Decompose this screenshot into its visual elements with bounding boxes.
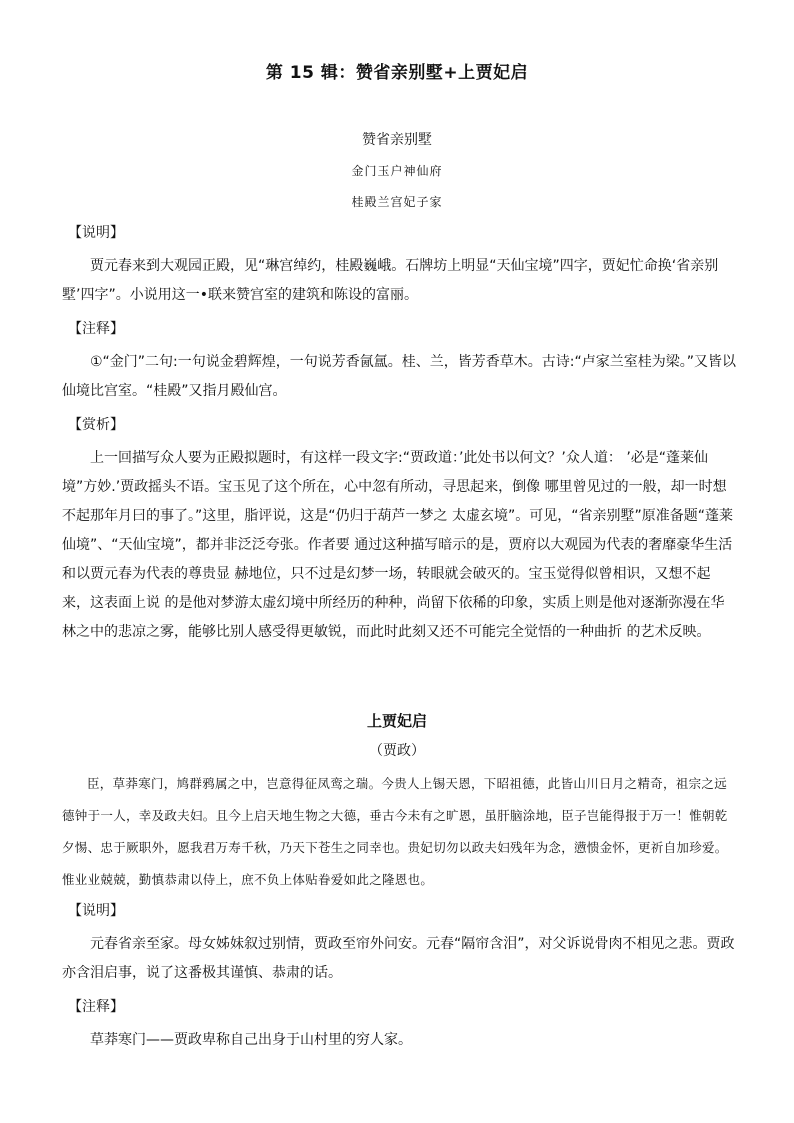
section2-author: （贾政） bbox=[369, 743, 425, 759]
section1-explain-text: 贾元春来到大观园正殿，见“琳宫绰约，桂殿巍峨。石牌坊上明显“天仙宝境”四字，贾妃忙命换‘省亲别墅’四字”。小说用这一•联来赞宫室的建筑和陈设的富丽。 bbox=[62, 258, 719, 303]
document-title: 第 15 辑：赞省亲别墅+上贾妃启 bbox=[265, 63, 529, 83]
section1-heading: 赞省亲别墅 bbox=[362, 132, 432, 148]
poem-line-2: 桂殿兰宫妃子家 bbox=[351, 195, 443, 209]
section2-explain-label: 【说明】 bbox=[68, 903, 124, 919]
poem-line-1: 金门玉户神仙府 bbox=[351, 164, 443, 178]
section1-note-label: 【注释】 bbox=[68, 321, 124, 337]
section2-note-text: 草莽寒门——贾政卑称自己出身于山村里的穷人家。 bbox=[90, 1032, 412, 1048]
section2-letter-text: 臣，草莽寒门，鸠群鸦属之中，岂意得征凤鸾之瑞。今贵人上锡天恩，下昭祖德，此皆山川日月之精奇，祖宗之远德钟于一人，幸及政夫妇。且今上启天地生物之大德，垂古今未有之旷恩，虽肝脑涂地，臣子岂能得报于万一！惟朝乾夕惕、忠于厥职外，愿我君万寿千秋，乃天下苍生之同幸也。贵妃切勿以政夫妇残年为念，懑愦金怀，更祈自加珍爱。惟业业兢兢，勤慎恭肃以侍上，庶不负上体贴眷爱如此之隆恩也。 bbox=[62, 776, 728, 887]
section1-note-text: ①“金门”二句:一句说金碧辉煌，一句说芳香氤氲。桂、兰，皆芳香草木。古诗:“卢家兰室桂为梁。”又皆以仙境比宫室。“桂殿”又指月殿仙宫。 bbox=[62, 354, 736, 399]
section2-heading: 上贾妃启 bbox=[366, 712, 427, 730]
section2-explain-text: 元春省亲至家。母女姊妹叙过别情，贾政至帘外问安。元春“隔帘含泪”，对父诉说骨肉不相见之悲。贾政亦含泪启事，说了这番极其谨慎、恭肃的话。 bbox=[62, 936, 735, 981]
section1-appreciate-label: 【赏析】 bbox=[68, 417, 124, 433]
section1-appreciate-text: 上一回描写众人要为正殿拟题时，有这样一段文字:“贾政道：’此处书以何文？’众人道： ’必是“蓬莱仙境”方妙.’贾政摇头不语。宝玉见了这个所在，心中忽有所动，寻思起来，倒像 哪里曾见过的一般，却一时想不起那年月曰的事了。”这里，脂评说，这是“仍归于葫芦一梦之 太虚玄境”。可见，“省亲别墅”原准备题“蓬莱仙境”、“天仙宝境”，都并非泛泛夸张。作者要 通过这种描写暗示的是，贾府以大观园为代表的奢靡豪华生活和以贾元春为代表的尊贵显 赫地位，只不过是幻梦一场，转眼就会破灭的。宝玉觉得似曾相识，又想不起来，这表面上说 的是他对梦游太虚幻境中所经历的种种，尚留下依稀的印象，实质上则是他对逐渐弥漫在华 林之中的悲凉之雾，能够比别人感受得更敏锐，而此时此刻又还不可能完全觉悟的一种曲折 的艺术反映。 bbox=[62, 450, 733, 640]
section2-note-label: 【注释】 bbox=[68, 999, 124, 1015]
section1-explain-label: 【说明】 bbox=[68, 225, 124, 241]
